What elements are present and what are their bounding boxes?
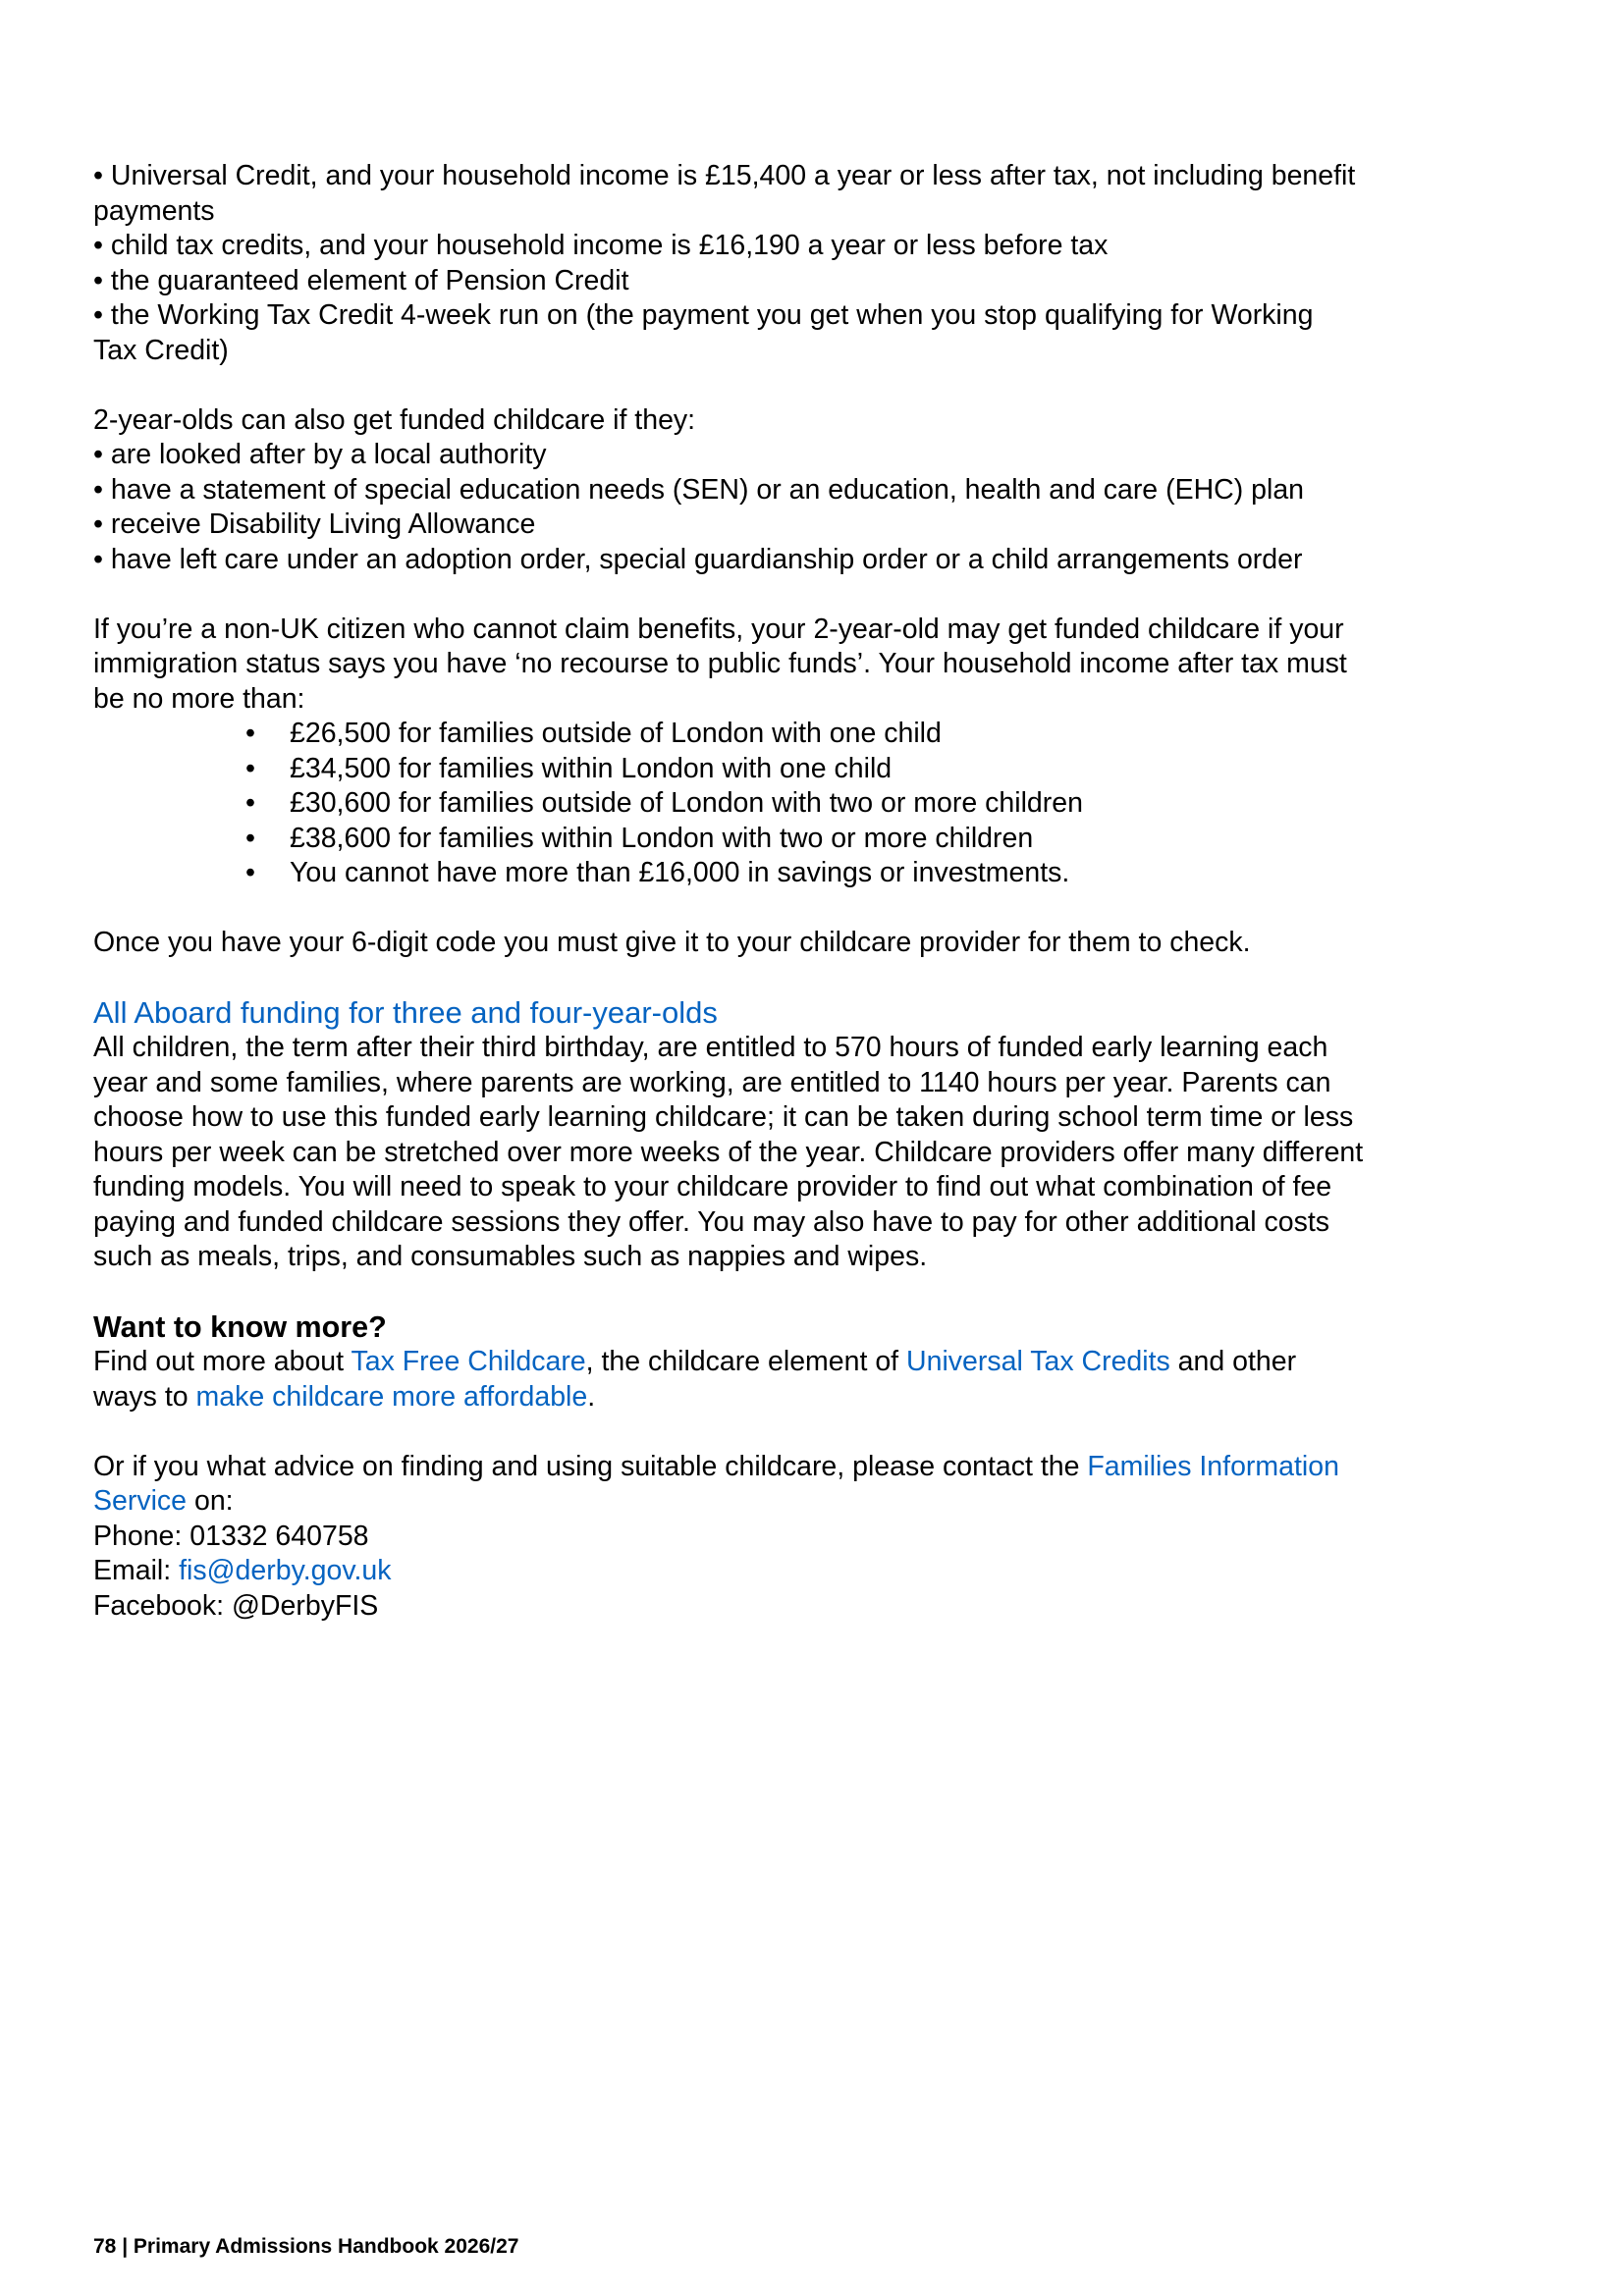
all-aboard-paragraph-line: paying and funded childcare sessions they offer. You may also have to pay for other additional costs: [93, 1205, 1330, 1238]
list-item: • £26,500 for families outside of London with one child: [93, 717, 1488, 752]
know-more-line: Find out more about Tax Free Childcare, the childcare element of Universal Tax Credits and other: [93, 1346, 1297, 1377]
contact-line: Or if you what advice on finding and using suitable childcare, please contact the Families Information: [93, 1450, 1339, 1482]
non-uk-paragraph-line: be no more than:: [93, 682, 305, 715]
non-uk-paragraph-line: If you’re a non-UK citizen who cannot claim benefits, your 2-year-old may get funded childcare if your: [93, 613, 1344, 645]
benefits-list: [93, 159, 1488, 368]
list-item: • receive Disability Living Allowance: [93, 508, 536, 540]
list-item: • have left care under an adoption order, special guardianship order or a child arrangements order: [93, 543, 1303, 575]
tax-free-childcare-link[interactable]: Tax Free Childcare: [351, 1346, 586, 1377]
list-item: • the guaranteed element of Pension Credit: [93, 264, 629, 296]
list-item: • are looked after by a local authority: [93, 439, 547, 470]
all-aboard-heading: All Aboard funding for three and four-year-olds: [93, 995, 718, 1030]
list-item: • Universal Credit, and your household income is £15,400 a year or less after tax, not including benefit: [93, 160, 1356, 191]
phone-number: Phone: 01332 640758: [93, 1520, 369, 1552]
code-note: Once you have your 6-digit code you must give it to your childcare provider for them to check.: [93, 927, 1251, 958]
contact-section: [93, 1450, 1488, 1625]
all-aboard-paragraph-line: such as meals, trips, and consumables such as nappies and wipes.: [93, 1241, 928, 1272]
list-item: payments: [93, 194, 215, 227]
all-aboard-paragraph-line: hours per week can be stretched over more weeks of the year. Childcare providers offer many different: [93, 1136, 1364, 1168]
know-more-line: ways to make childcare more affordable.: [93, 1380, 596, 1413]
bullet-icon: •: [245, 857, 255, 888]
list-item: • the Working Tax Credit 4-week run on (the payment you get when you stop qualifying for Working: [93, 299, 1314, 331]
bullet-icon: •: [245, 752, 255, 784]
income-limits-list: [93, 717, 1488, 891]
know-more-heading: Want to know more?: [93, 1310, 387, 1344]
all-aboard-paragraph-line: choose how to use this funded early learning childcare; it can be taken during school term time or less: [93, 1101, 1354, 1133]
list-item: • You cannot have more than £16,000 in savings or investments.: [93, 856, 1488, 891]
page-footer: 78 | Primary Admissions Handbook 2026/27: [93, 2235, 519, 2258]
email-link[interactable]: fis@derby.gov.uk: [179, 1555, 392, 1586]
all-aboard-paragraph-line: All children, the term after their third birthday, are entitled to 570 hours of funded early learning each: [93, 1032, 1328, 1063]
facebook-handle: Facebook: @DerbyFIS: [93, 1589, 379, 1622]
list-item: • £30,600 for families outside of London with two or more children: [93, 786, 1488, 822]
two-year-olds-section: [93, 403, 1488, 578]
know-more-section: [93, 1309, 1488, 1415]
families-information-service-link[interactable]: Families Information: [1087, 1450, 1339, 1482]
page-content: [93, 159, 1488, 1624]
universal-tax-credits-link[interactable]: Universal Tax Credits: [906, 1346, 1170, 1377]
bullet-icon: •: [245, 718, 255, 749]
non-uk-paragraph-line: immigration status says you have ‘no recourse to public funds’. Your household income after tax must: [93, 648, 1347, 679]
affordable-childcare-link[interactable]: make childcare more affordable: [195, 1380, 588, 1413]
families-information-service-link[interactable]: Service: [93, 1485, 188, 1517]
list-item: • £38,600 for families within London with two or more children: [93, 822, 1488, 857]
contact-line: Service on:: [93, 1485, 234, 1517]
list-item: • child tax credits, and your household income is £16,190 a year or less before tax: [93, 230, 1109, 261]
all-aboard-paragraph-line: funding models. You will need to speak to your childcare provider to find out what combination of fee: [93, 1171, 1332, 1202]
bullet-icon: •: [245, 822, 255, 854]
all-aboard-paragraph-line: year and some families, where parents are working, are entitled to 1140 hours per year. Parents can: [93, 1066, 1331, 1098]
list-item: • £34,500 for families within London with one child: [93, 752, 1488, 787]
two-year-olds-intro: 2-year-olds can also get funded childcare if they:: [93, 403, 696, 436]
non-uk-section: [93, 613, 1488, 891]
all-aboard-section: [93, 995, 1488, 1275]
list-item: Tax Credit): [93, 334, 229, 366]
email-line: Email: fis@derby.gov.uk: [93, 1555, 392, 1586]
bullet-icon: •: [245, 787, 255, 819]
list-item: • have a statement of special education needs (SEN) or an education, health and care (EHC) plan: [93, 473, 1305, 506]
